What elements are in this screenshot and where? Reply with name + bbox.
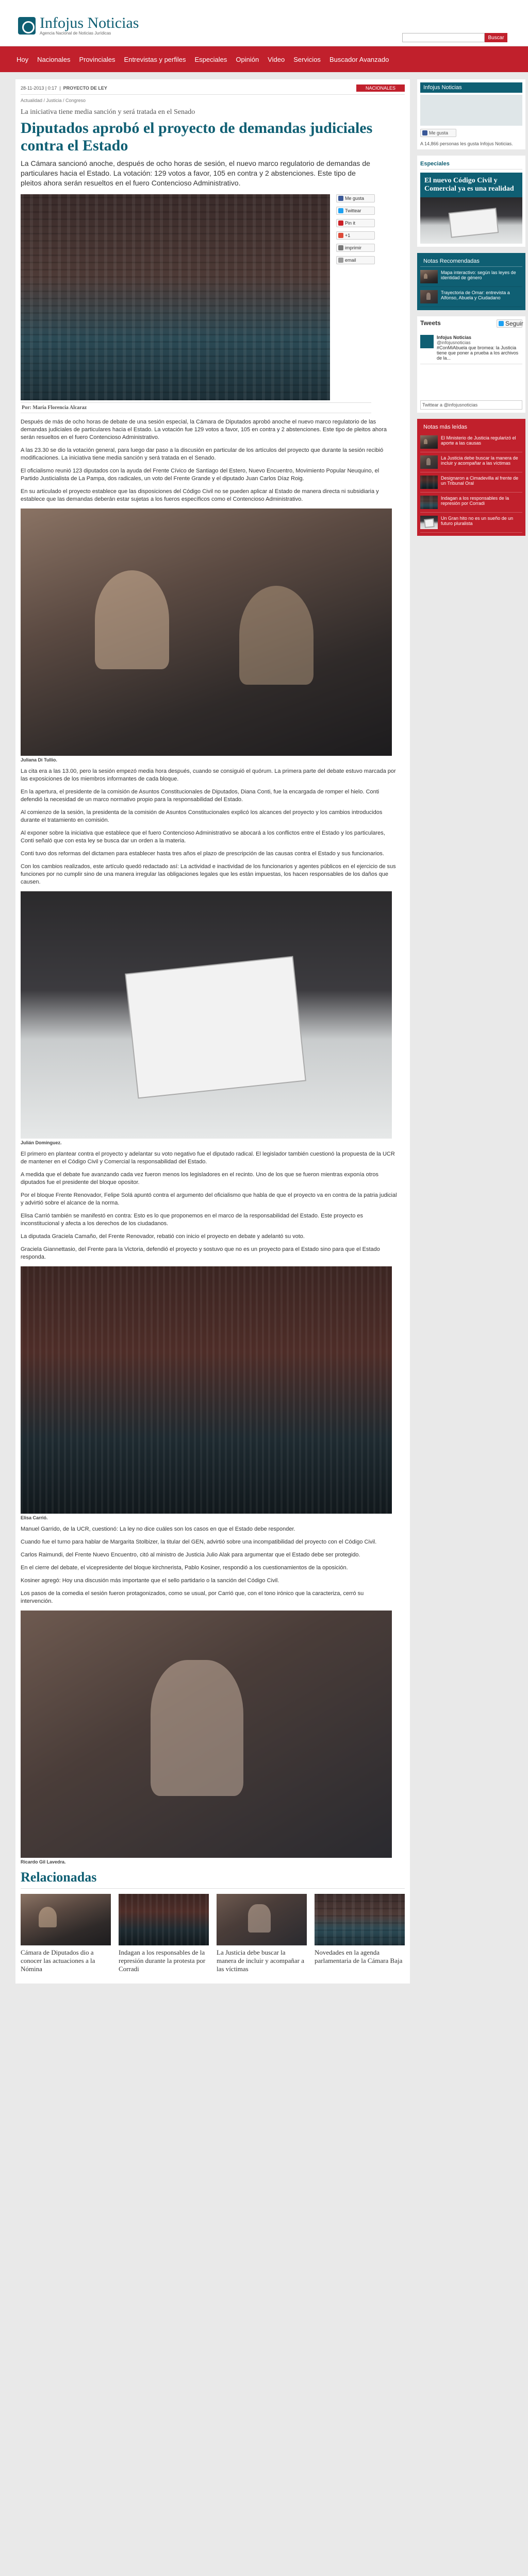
- related-item[interactable]: [119, 1894, 209, 1973]
- paragraph: Conti tuvo dos reformas del dictamen para establecer hasta tres años el plazo de prescripción de las causas contra el Estado y sus funcionarios.: [21, 851, 384, 857]
- paragraph: Manuel Garrido, de la UCR, cuestionó: La ley no dice cuáles son los casos en que el Estado debe responder.: [21, 1526, 295, 1532]
- related-title[interactable]: Cámara de Diputados dio a conocer las actuaciones a la Nómina: [21, 1948, 95, 1973]
- recomendadas-title: Notas Recomendadas: [420, 256, 522, 267]
- recomendada-text: Trayectoria de Omar: entrevista a Alfonso, Abuela y Ciudadano: [441, 290, 510, 300]
- article-section: PROYECTO DE LEY: [63, 86, 107, 91]
- nav-item[interactable]: Video: [268, 55, 285, 63]
- paragraph: Kosiner agregó: Hoy una discusión más importante que el sello partidario o la sanción del Código Civil.: [21, 1578, 279, 1584]
- gplus-button[interactable]: [336, 231, 375, 240]
- paragraph: En la apertura, el presidente de la comisión de Asuntos Constitucionales de Diputados, Diana Conti, fue la encargada de romper el hielo. Conti defendió la necesidad de un marco normativo propio para la responsabilidad del Estado.: [21, 789, 380, 803]
- mas-leida-thumb: [420, 435, 438, 449]
- paragraph: La cita era a las 13.00, pero la sesión empezó media hora después, cuando se consiguió el quórum. La primera parte del debate estuvo marcada por las exposiciones de los miembros informantes de cada bloque.: [21, 768, 396, 782]
- content-layout: [0, 72, 528, 1984]
- paragraph: A medida que el debate fue avanzando cada vez fueron menos los legisladores en el recinto. Uno de los que se fueron mientras exponía otros diputados fue el presidente del bloque opositor.: [21, 1172, 379, 1185]
- related-thumb[interactable]: [119, 1894, 209, 1945]
- fb-count: A 14,866 personas les gusta Infojus Noticias.: [420, 141, 513, 146]
- paragraph: En su articulado el proyecto establece que las disposiciones del Código Civil no se pueden aplicar al Estado de manera directa ni subsidiaria y establece que las demandas deberán estar sujetas a los fueros específicos como el Contencioso Administrativo.: [21, 488, 379, 502]
- tweet-text: #ConMiAbuela que bromea: la Justicia tiene que poner a prueba a los archivos de la...: [437, 345, 519, 361]
- top-bar: [0, 0, 528, 46]
- facebook-icon: [422, 130, 427, 135]
- mas-leidas-title: Notas más leídas: [420, 422, 522, 432]
- tweet-handle: @infojusnoticias: [437, 340, 471, 345]
- search-button[interactable]: Buscar: [485, 33, 507, 42]
- twitter-follow-button[interactable]: [497, 319, 522, 328]
- paragraph: La diputada Graciela Camaño, del Frente Renovador, rebatió con inicio el proyecto en debate y adelantó su voto.: [21, 1233, 305, 1240]
- paragraph: Los pasos de la comedia el sesión fueron protagonizados, como se usual, por Carrió que, con el tono irónico que la caracteriza, cerró su intervención.: [21, 1590, 364, 1604]
- pin-label: Pin it: [345, 221, 356, 226]
- related-heading: Relacionadas: [21, 1870, 405, 1889]
- article-meta: 28-11-2013 | 0:17 | PROYECTO DE LEY NACIONALES: [21, 84, 405, 95]
- mas-leida-text: Indagan a los responsables de la represión por Corradi: [441, 496, 509, 506]
- facebook-like-button[interactable]: [336, 194, 375, 202]
- search-input[interactable]: [402, 33, 485, 42]
- mas-leida-item[interactable]: [420, 493, 522, 513]
- mas-leida-thumb: [420, 496, 438, 509]
- paragraph: A las 23.30 se dio la votación general, para luego dar paso a la discusión en particular de los artículos del proyecto que durante la sesión recibió modificaciones. La iniciativa tiene media sanción y será tratada en el Senado.: [21, 447, 384, 461]
- nav-item[interactable]: Nacionales: [37, 55, 71, 63]
- like-label: Me gusta: [345, 196, 365, 201]
- email-button[interactable]: [336, 256, 375, 264]
- related-item[interactable]: [21, 1894, 111, 1973]
- related-thumb[interactable]: [315, 1894, 405, 1945]
- related-section: [21, 1870, 405, 1973]
- related-item[interactable]: [217, 1894, 307, 1973]
- mas-leida-text: La Justicia debe buscar la manera de incluir y acompañar a las víctimas: [441, 455, 518, 466]
- especiales-image[interactable]: [420, 197, 522, 244]
- email-label: email: [345, 258, 356, 263]
- nav-item[interactable]: Servicios: [293, 55, 321, 63]
- photo-caption: Elisa Carrió.: [21, 1515, 48, 1520]
- breadcrumb[interactable]: Actualidad / Justicia / Congreso: [21, 98, 86, 103]
- tweets-title: Tweets: [420, 319, 441, 327]
- mas-leida-thumb: [420, 476, 438, 489]
- nav-item[interactable]: Opinión: [236, 55, 259, 63]
- fb-page-name[interactable]: Infojus Noticias: [420, 82, 522, 93]
- especiales-widget: [417, 156, 525, 247]
- recomendada-thumb: [420, 290, 438, 303]
- mas-leida-thumb: [420, 516, 438, 529]
- pinterest-button[interactable]: [336, 219, 375, 227]
- paragraph: Al comienzo de la sesión, la presidenta de la comisión de Asuntos Constitucionales explicó los alcances del proyecto y los cambios introducidos durante el tratamiento en comisión.: [21, 809, 383, 823]
- related-thumb[interactable]: [21, 1894, 111, 1945]
- email-icon: [338, 258, 343, 263]
- photo-caption: Ricardo Gil Lavedra.: [21, 1859, 66, 1865]
- search-form: [402, 33, 507, 42]
- author-line: [21, 402, 371, 413]
- mas-leidas-widget: [417, 419, 525, 536]
- tweet-compose[interactable]: Twittear a @infojusnoticias: [420, 400, 522, 410]
- twitter-icon: [499, 321, 504, 326]
- print-icon: [338, 245, 343, 250]
- share-bar: [336, 194, 375, 400]
- photo-caption: Julián Domínguez.: [21, 1140, 62, 1145]
- paragraph: El primero en plantear contra el proyecto y adelantar su voto negativo fue el diputado radical. El legislador también cuestionó la propuesta de la UCR de mantener en el Código Civil y Comercial la responsabilidad del Estado.: [21, 1151, 395, 1165]
- especiales-title: Especiales: [420, 159, 522, 170]
- article-lead: La Cámara sancionó anoche, después de ocho horas de sesión, el nuevo marco regulatorio de demandas de particulares hacia el Estado. La votación: 129 votos a favor, 105 en contra y 2 abstenciones. Este tipo de pleitos ahora serán resueltos en el fuero Contencioso Administrativo.: [21, 159, 370, 187]
- paragraph: Con los cambios realizados, este artículo quedó redactado así: La actividad e inactividad de los funcionarios y agentes públicos en el ejercicio de sus funciones por no cumplir sino de una manera irregular las obligaciones legales que les están impuestas, los hacen responsables de los daños que causen.: [21, 863, 396, 885]
- sidebar: [417, 79, 525, 1984]
- paragraph: El oficialismo reunió 123 diputados con la ayuda del Frente Cívico de Santiago del Estero, Nuevo Encuentro, Movimiento Popular Neuquino, el Partido Justicialista de La Pampa, dos radicales, un voto del Frente Grande y el diputado Juan Carlos Díaz Roig.: [21, 468, 380, 482]
- facebook-icon: [338, 196, 343, 201]
- article-photo: [21, 1611, 392, 1858]
- logo-title: Infojus Noticias: [40, 14, 139, 31]
- article-date: 28-11-2013 | 0:17: [21, 86, 57, 91]
- twitter-icon: [338, 208, 343, 213]
- site-logo[interactable]: [18, 15, 139, 36]
- follow-label: Seguir: [505, 320, 523, 327]
- mas-leida-item[interactable]: [420, 432, 522, 452]
- related-list: [21, 1894, 405, 1973]
- nav-item[interactable]: Hoy: [16, 55, 29, 63]
- author-name: Por: María Florencia Alcaraz: [22, 405, 87, 411]
- mas-leida-item[interactable]: [420, 513, 522, 533]
- article-kicker: La iniciativa tiene media sanción y será tratada en el Senado: [21, 108, 195, 116]
- hero-row: [21, 194, 405, 400]
- article-photo: [21, 891, 392, 1139]
- mas-leida-item[interactable]: [420, 452, 522, 472]
- related-thumb[interactable]: [217, 1894, 307, 1945]
- nav-item[interactable]: Entrevistas y perfiles: [124, 55, 186, 63]
- related-title[interactable]: La Justicia debe buscar la manera de incluir y acompañar a las víctimas: [217, 1948, 304, 1973]
- tweet-button[interactable]: [336, 207, 375, 215]
- section-badge[interactable]: NACIONALES: [356, 84, 405, 92]
- pinterest-icon: [338, 221, 343, 226]
- paragraph: Por el bloque Frente Renovador, Felipe Solá apuntó contra el argumento del oficialismo que habla de que el proyecto va en contra de la patria judicial y advirtió sobre el alcance de la norma.: [21, 1192, 397, 1206]
- nav-item[interactable]: Buscador Avanzado: [329, 55, 389, 63]
- article-photo: [21, 509, 392, 756]
- paragraph: Carlos Raimundi, del Frente Nuevo Encuentro, citó al ministro de Justicia Julio Alak para argumentar que el Estado debe ser protegido.: [21, 1552, 360, 1558]
- recomendada-thumb: [420, 270, 438, 283]
- paragraph: Después de más de ocho horas de debate de una sesión especial, la Cámara de Diputados aprobó anoche el nuevo marco regulatorio de las demandas judiciales de particulares hacia el Estado. La votación fue 129 votos a favor, 105 en contra y 2 abstenciones. Este tipo de pleitos ahora serán resueltos en el fuero Contencioso Administrativo.: [21, 419, 387, 440]
- logo-icon: [18, 17, 36, 35]
- nav-item[interactable]: Especiales: [194, 55, 227, 63]
- tweet-label: Twittear: [345, 208, 361, 213]
- paragraph: Cuando fue el turno para hablar de Margarita Stolbizer, la titular del GEN, advirtió sobre una incompatibilidad del proyecto con el Código Civil.: [21, 1539, 377, 1545]
- related-item[interactable]: [315, 1894, 405, 1973]
- recomendada-text: Mapa interactivo: según las leyes de identidad de género: [441, 270, 516, 280]
- mas-leida-text: El Ministerio de Justicia regularizó el aporte a las causas: [441, 435, 516, 446]
- article-photo: [21, 1266, 392, 1514]
- avatar: [420, 335, 434, 348]
- print-button[interactable]: [336, 244, 375, 252]
- paragraph: En el cierre del debate, el vicepresidente del bloque kirchnerista, Pablo Kosiner, respondió a los cuestionamientos de la oposición.: [21, 1565, 348, 1571]
- mas-leida-text: Un Gran hito no es un sueño de un futuro pluralista: [441, 516, 514, 526]
- hero-photo: [21, 194, 330, 400]
- recomendadas-widget: [417, 253, 525, 310]
- gplus-label: +1: [345, 233, 351, 238]
- paragraph: Al exponer sobre la iniciativa que establece que el fuero Contencioso Administrativo se abocará a los conflictos entre el Estado y los particulares, Conti señaló que con esta ley se busca dar un orden a la materia.: [21, 830, 385, 844]
- mas-leida-item[interactable]: [420, 472, 522, 493]
- tweet-user: Infojus Noticias: [437, 335, 472, 340]
- twitter-widget: [417, 316, 525, 413]
- print-label: imprimir: [345, 245, 361, 250]
- article-body: [21, 418, 405, 1865]
- main-nav: [0, 46, 528, 72]
- article-title: Diputados aprobó el proyecto de demandas judiciales contra el Estado: [21, 120, 373, 154]
- recomendada-item[interactable]: [420, 287, 522, 307]
- mas-leida-text: Designaron a Cimadevilla al frente de un Tribunal Oral: [441, 476, 519, 486]
- logo-subtitle: Agencia Nacional de Noticias Jurídicas: [40, 31, 111, 36]
- fb-like-label: Me gusta: [429, 130, 449, 135]
- facebook-widget: [417, 79, 525, 149]
- gplus-icon: [338, 233, 343, 238]
- fb-cover: [420, 95, 522, 126]
- article: [15, 79, 410, 1984]
- paragraph: Graciela Giannettasio, del Frente para la Victoria, defendió el proyecto y sostuvo que no es un proyecto para el Estado sino para que el Estado responda.: [21, 1246, 380, 1260]
- tweet[interactable]: [420, 332, 522, 364]
- related-title[interactable]: Indagan a los responsables de la represión durante la protesta por Corradi: [119, 1948, 206, 1973]
- recomendada-item[interactable]: [420, 267, 522, 287]
- photo-caption: Juliana Di Tullio.: [21, 757, 57, 762]
- fb-like-button[interactable]: [420, 129, 456, 137]
- especiales-feature[interactable]: El nuevo Código Civil y Comercial ya es una realidad: [420, 173, 522, 197]
- paragraph: Elisa Carrió también se manifestó en contra: Esto es lo que proponemos en el marco de la responsabilidad del Estado. Este proyecto es inconstitucional y afecta a los derechos de los ciudadanos.: [21, 1213, 364, 1227]
- related-title[interactable]: Novedades en la agenda parlamentaria de la Cámara Baja: [315, 1948, 403, 1964]
- mas-leida-thumb: [420, 455, 438, 469]
- nav-item[interactable]: Provinciales: [79, 55, 116, 63]
